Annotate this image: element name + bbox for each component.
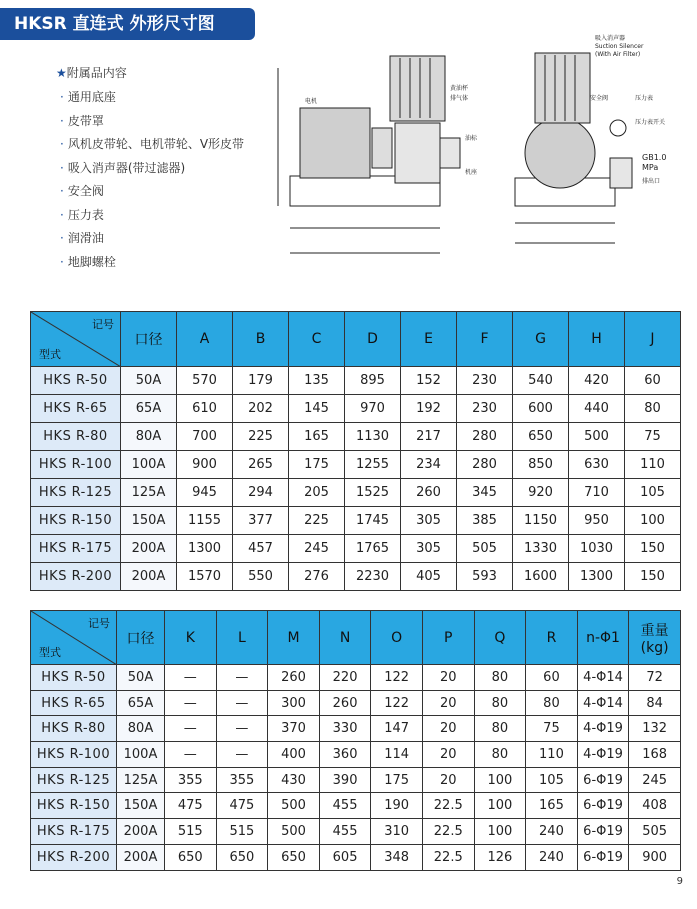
table-row — [31, 844, 681, 870]
column-header: B — [233, 312, 289, 367]
value-cell: 125A — [117, 767, 165, 793]
column-header: J — [625, 312, 681, 367]
value-cell: 75 — [526, 716, 578, 742]
value-cell: 80 — [474, 716, 526, 742]
value-cell: 330 — [319, 716, 371, 742]
value-cell: 500 — [569, 423, 625, 451]
value-cell: 80 — [474, 742, 526, 768]
value-cell: 260 — [268, 665, 320, 691]
bullet-icon: · — [60, 113, 64, 128]
value-cell: 475 — [216, 793, 268, 819]
bullet-icon: · — [60, 207, 64, 222]
value-cell: 305 — [401, 507, 457, 535]
silencer — [390, 56, 445, 121]
value-cell: 650 — [513, 423, 569, 451]
model-cell: HKS R-100 — [31, 742, 117, 768]
accessory-item: · 皮带罩 — [60, 113, 104, 128]
value-cell: 110 — [526, 742, 578, 768]
model-cell: HKS R-65 — [31, 395, 121, 423]
value-cell: 1330 — [513, 535, 569, 563]
pump-body — [395, 123, 440, 183]
value-cell: 200A — [121, 535, 177, 563]
value-cell: 570 — [177, 367, 233, 395]
accessory-item: · 润滑油 — [60, 231, 104, 245]
column-header: K — [165, 611, 217, 665]
value-cell: 540 — [513, 367, 569, 395]
value-cell: 630 — [569, 451, 625, 479]
value-cell: 234 — [401, 451, 457, 479]
value-cell: 122 — [371, 665, 423, 691]
value-cell: 900 — [629, 844, 681, 870]
value-cell: 192 — [401, 395, 457, 423]
value-cell: 6-Φ19 — [577, 844, 629, 870]
value-cell: — — [216, 690, 268, 716]
table-row — [31, 690, 681, 716]
value-cell: — — [165, 716, 217, 742]
svg-text:压力表: 压力表 — [635, 95, 654, 102]
column-header: N — [319, 611, 371, 665]
model-cell: HKS R-50 — [31, 665, 117, 691]
svg-text:(With Air Filter): (With Air Filter) — [595, 51, 641, 58]
table-row — [31, 563, 681, 591]
bullet-icon: · — [60, 231, 64, 245]
value-cell: 100 — [474, 793, 526, 819]
value-cell: 22.5 — [422, 793, 474, 819]
value-cell: 276 — [289, 563, 345, 591]
value-cell: 850 — [513, 451, 569, 479]
value-cell: 20 — [422, 690, 474, 716]
value-cell: 50A — [117, 665, 165, 691]
value-cell: 200A — [121, 563, 177, 591]
value-cell: 455 — [319, 819, 371, 845]
column-header: A — [177, 312, 233, 367]
svg-text:排出口: 排出口 — [642, 178, 661, 185]
value-cell: 345 — [457, 479, 513, 507]
column-header: R — [526, 611, 578, 665]
accessory-item: · 安全阀 — [60, 184, 104, 198]
model-cell: HKS R-80 — [31, 716, 117, 742]
model-cell: HKS R-80 — [31, 423, 121, 451]
dimension-table-2 — [30, 610, 681, 871]
value-cell: 970 — [345, 395, 401, 423]
column-header: H — [569, 312, 625, 367]
value-cell: 475 — [165, 793, 217, 819]
value-cell: 80A — [117, 716, 165, 742]
value-cell: 22.5 — [422, 819, 474, 845]
value-cell: 900 — [177, 451, 233, 479]
value-cell: 175 — [289, 451, 345, 479]
column-header: n-Φ1 — [577, 611, 629, 665]
model-cell: HKS R-150 — [31, 507, 121, 535]
value-cell: 1745 — [345, 507, 401, 535]
table-row — [31, 423, 681, 451]
value-cell: 265 — [233, 451, 289, 479]
column-header: P — [422, 611, 474, 665]
value-cell: 20 — [422, 716, 474, 742]
value-cell: 125A — [121, 479, 177, 507]
value-cell: — — [165, 665, 217, 691]
value-cell: 6-Φ19 — [577, 819, 629, 845]
value-cell: 20 — [422, 767, 474, 793]
motor-body — [300, 108, 370, 178]
accessory-item: · 吸入消声器(带过滤器) — [60, 160, 186, 175]
value-cell: 80 — [526, 690, 578, 716]
svg-text:安全阀: 安全阀 — [590, 95, 609, 102]
column-header: L — [216, 611, 268, 665]
value-cell: 65A — [117, 690, 165, 716]
value-cell: 515 — [165, 819, 217, 845]
value-cell: 150 — [625, 535, 681, 563]
value-cell: 4-Φ19 — [577, 742, 629, 768]
value-cell: 65A — [121, 395, 177, 423]
svg-text:压力表开关: 压力表开关 — [635, 119, 666, 126]
value-cell: 225 — [233, 423, 289, 451]
value-cell: 650 — [268, 844, 320, 870]
value-cell: 260 — [319, 690, 371, 716]
value-cell: 405 — [401, 563, 457, 591]
svg-text:黄油杯: 黄油杯 — [450, 85, 469, 92]
value-cell: 457 — [233, 535, 289, 563]
value-cell: 600 — [513, 395, 569, 423]
column-header: 口径 — [117, 611, 165, 665]
value-cell: 60 — [526, 665, 578, 691]
value-cell: 505 — [629, 819, 681, 845]
value-cell: 132 — [629, 716, 681, 742]
value-cell: 390 — [319, 767, 371, 793]
value-cell: 455 — [319, 793, 371, 819]
table-row — [31, 716, 681, 742]
model-cell: HKS R-125 — [31, 479, 121, 507]
value-cell: 240 — [526, 844, 578, 870]
column-header: M — [268, 611, 320, 665]
value-cell: 1525 — [345, 479, 401, 507]
value-cell: 895 — [345, 367, 401, 395]
table-row — [31, 793, 681, 819]
model-cell: HKS R-200 — [31, 563, 121, 591]
value-cell: 348 — [371, 844, 423, 870]
value-cell: 515 — [216, 819, 268, 845]
value-cell: 430 — [268, 767, 320, 793]
value-cell: 230 — [457, 367, 513, 395]
value-cell: 240 — [526, 819, 578, 845]
page-number: 9 — [676, 876, 683, 887]
value-cell: 500 — [268, 793, 320, 819]
value-cell: 420 — [569, 367, 625, 395]
model-cell: HKS R-50 — [31, 367, 121, 395]
table-row — [31, 665, 681, 691]
dimension-table-1 — [30, 311, 681, 591]
value-cell: 100A — [117, 742, 165, 768]
value-cell: 126 — [474, 844, 526, 870]
value-cell: 225 — [289, 507, 345, 535]
value-cell: 179 — [233, 367, 289, 395]
accessory-item: · 风机皮带轮、电机带轮、V形皮带 — [60, 137, 245, 151]
table-row — [31, 507, 681, 535]
value-cell: 100A — [121, 451, 177, 479]
value-cell: 355 — [165, 767, 217, 793]
page-title: HKSR 直连式 外形尺寸图 — [0, 8, 255, 40]
svg-text:排气体: 排气体 — [450, 95, 469, 102]
value-cell: 100 — [474, 767, 526, 793]
column-header: E — [401, 312, 457, 367]
svg-text:电机: 电机 — [305, 98, 318, 105]
model-cell: HKS R-65 — [31, 690, 117, 716]
model-cell: HKS R-100 — [31, 451, 121, 479]
value-cell: 230 — [457, 395, 513, 423]
value-cell: 1030 — [569, 535, 625, 563]
table-corner: 记号 型式 — [31, 312, 121, 367]
value-cell: 100 — [474, 819, 526, 845]
svg-text:GB1.0: GB1.0 — [642, 153, 667, 162]
star-icon: ★ — [56, 66, 67, 80]
table-row — [31, 535, 681, 563]
value-cell: 202 — [233, 395, 289, 423]
value-cell: 280 — [457, 423, 513, 451]
value-cell: — — [216, 665, 268, 691]
value-cell: 6-Φ19 — [577, 767, 629, 793]
table-row — [31, 451, 681, 479]
value-cell: 593 — [457, 563, 513, 591]
value-cell: 135 — [289, 367, 345, 395]
svg-text:油标: 油标 — [465, 135, 478, 142]
value-cell: 505 — [457, 535, 513, 563]
table-row — [31, 767, 681, 793]
value-cell: 165 — [526, 793, 578, 819]
accessories-heading: ★附属品内容 — [56, 66, 127, 80]
value-cell: 4-Φ19 — [577, 716, 629, 742]
value-cell: 1255 — [345, 451, 401, 479]
value-cell: — — [165, 690, 217, 716]
table-row — [31, 395, 681, 423]
value-cell: 200A — [117, 819, 165, 845]
value-cell: 105 — [625, 479, 681, 507]
model-cell: HKS R-200 — [31, 844, 117, 870]
value-cell: 220 — [319, 665, 371, 691]
value-cell: 310 — [371, 819, 423, 845]
value-cell: 280 — [457, 451, 513, 479]
value-cell: 440 — [569, 395, 625, 423]
value-cell: 1765 — [345, 535, 401, 563]
value-cell: 377 — [233, 507, 289, 535]
value-cell: 294 — [233, 479, 289, 507]
column-header: O — [371, 611, 423, 665]
value-cell: 1570 — [177, 563, 233, 591]
accessory-item: · 地脚螺栓 — [60, 254, 116, 269]
svg-text:吸入消声器: 吸入消声器 — [595, 35, 626, 42]
column-header: F — [457, 312, 513, 367]
side-pump — [525, 118, 595, 188]
bullet-icon: · — [60, 90, 64, 104]
value-cell: 80 — [474, 665, 526, 691]
value-cell: 20 — [422, 665, 474, 691]
value-cell: 4-Φ14 — [577, 665, 629, 691]
value-cell: 150A — [121, 507, 177, 535]
value-cell: 205 — [289, 479, 345, 507]
value-cell: 147 — [371, 716, 423, 742]
value-cell: — — [216, 742, 268, 768]
value-cell: 1155 — [177, 507, 233, 535]
value-cell: 610 — [177, 395, 233, 423]
value-cell: 150 — [625, 563, 681, 591]
value-cell: 650 — [165, 844, 217, 870]
value-cell: 190 — [371, 793, 423, 819]
value-cell: 80 — [474, 690, 526, 716]
value-cell: 50A — [121, 367, 177, 395]
value-cell: 150A — [117, 793, 165, 819]
value-cell: 165 — [289, 423, 345, 451]
accessory-item: · 压力表 — [60, 207, 104, 222]
value-cell: 152 — [401, 367, 457, 395]
value-cell: 1300 — [569, 563, 625, 591]
value-cell: 650 — [216, 844, 268, 870]
bullet-icon: · — [60, 184, 64, 198]
value-cell: 2230 — [345, 563, 401, 591]
value-cell: 355 — [216, 767, 268, 793]
svg-text:Suction Silencer: Suction Silencer — [595, 43, 644, 50]
value-cell: 300 — [268, 690, 320, 716]
model-cell: HKS R-175 — [31, 535, 121, 563]
value-cell: 22.5 — [422, 844, 474, 870]
svg-text:机座: 机座 — [465, 169, 478, 176]
value-cell: 175 — [371, 767, 423, 793]
column-header: C — [289, 312, 345, 367]
value-cell: 1600 — [513, 563, 569, 591]
value-cell: 360 — [319, 742, 371, 768]
column-header: G — [513, 312, 569, 367]
accessory-item: · 通用底座 — [60, 90, 116, 104]
value-cell: 20 — [422, 742, 474, 768]
value-cell: — — [165, 742, 217, 768]
value-cell: 245 — [629, 767, 681, 793]
value-cell: 700 — [177, 423, 233, 451]
column-header: 口径 — [121, 312, 177, 367]
table-row — [31, 819, 681, 845]
value-cell: 550 — [233, 563, 289, 591]
dimension-drawing — [250, 28, 690, 273]
table-row — [31, 479, 681, 507]
value-cell: 72 — [629, 665, 681, 691]
value-cell: 1300 — [177, 535, 233, 563]
bullet-icon: · — [60, 254, 64, 269]
value-cell: 217 — [401, 423, 457, 451]
column-header: D — [345, 312, 401, 367]
value-cell: 385 — [457, 507, 513, 535]
value-cell: 1130 — [345, 423, 401, 451]
value-cell: 260 — [401, 479, 457, 507]
accessories-list — [56, 64, 244, 276]
value-cell: 80A — [121, 423, 177, 451]
value-cell: 122 — [371, 690, 423, 716]
value-cell: 168 — [629, 742, 681, 768]
value-cell: 80 — [625, 395, 681, 423]
value-cell: — — [216, 716, 268, 742]
column-header: Q — [474, 611, 526, 665]
value-cell: 6-Φ19 — [577, 793, 629, 819]
column-header: 重量 (kg) — [629, 611, 681, 665]
table-row — [31, 367, 681, 395]
value-cell: 305 — [401, 535, 457, 563]
value-cell: 105 — [526, 767, 578, 793]
svg-text:MPa: MPa — [642, 163, 659, 172]
value-cell: 500 — [268, 819, 320, 845]
table-corner: 记号 型式 — [31, 611, 117, 665]
value-cell: 245 — [289, 535, 345, 563]
value-cell: 950 — [569, 507, 625, 535]
value-cell: 920 — [513, 479, 569, 507]
bullet-icon: · — [60, 137, 64, 151]
value-cell: 4-Φ14 — [577, 690, 629, 716]
value-cell: 145 — [289, 395, 345, 423]
value-cell: 408 — [629, 793, 681, 819]
model-cell: HKS R-175 — [31, 819, 117, 845]
table-row — [31, 742, 681, 768]
value-cell: 1150 — [513, 507, 569, 535]
value-cell: 114 — [371, 742, 423, 768]
value-cell: 100 — [625, 507, 681, 535]
value-cell: 945 — [177, 479, 233, 507]
value-cell: 200A — [117, 844, 165, 870]
value-cell: 75 — [625, 423, 681, 451]
value-cell: 370 — [268, 716, 320, 742]
model-cell: HKS R-150 — [31, 793, 117, 819]
value-cell: 60 — [625, 367, 681, 395]
value-cell: 400 — [268, 742, 320, 768]
bullet-icon: · — [60, 160, 64, 175]
value-cell: 710 — [569, 479, 625, 507]
value-cell: 110 — [625, 451, 681, 479]
value-cell: 84 — [629, 690, 681, 716]
model-cell: HKS R-125 — [31, 767, 117, 793]
value-cell: 605 — [319, 844, 371, 870]
